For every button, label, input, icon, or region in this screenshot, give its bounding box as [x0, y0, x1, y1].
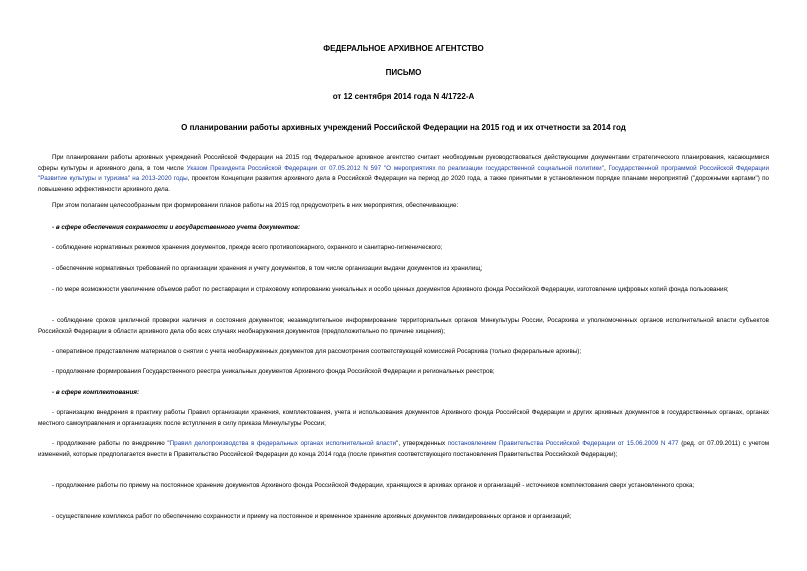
- list-item: - продолжение работы по приему на постоянное хранение документов Архивного фонда Российской Федерации, хранящихся в архивах органов и организаций - источников комплектования сверх установленного срока;: [52, 482, 695, 489]
- list-item-text-1: - продолжение работы по внедрению ": [52, 440, 170, 447]
- paragraph-intro-text-3: , проектом Концепции развития архивного дела в Российской Федерации на период до 2020 года, а также принятыми в установленном порядке планами мероприятий ("дорожными картами") по повышению эффективности архивного дела.: [38, 175, 769, 193]
- paragraph-intro-text-1: При планировании работы архивных учреждений Российской Федерации на 2015 год Федеральное архивное агентство считает необходимым руководствоваться действующими документами стратегического планирования, касающимися сферы культуры и архивного дела, в том числе: [38, 154, 769, 172]
- link-decree-597[interactable]: Указом Президента Российской Федерации от 07.05.2012 N 597 "О мероприятиях по реализации государственной социальной политики": [186, 164, 604, 172]
- date-number-heading: от 12 сентября 2014 года N 4/1722-А: [332, 92, 475, 101]
- agency-heading: ФЕДЕРАЛЬНОЕ АРХИВНОЕ АГЕНТСТВО: [323, 44, 484, 53]
- list-item: [38, 439, 769, 460]
- link-office-work-rules[interactable]: Правил делопроизводства в федеральных органах исполнительной власти: [169, 440, 397, 447]
- list-item: - продолжение формирования Государственного реестра уникальных документов Архивного фонда Российской Федерации и региональных реестров;: [52, 368, 495, 375]
- section-heading-acquisition: - в сфере комплектования:: [52, 389, 140, 396]
- list-item: - обеспечение нормативных требований по организации хранения и учету документов, в том числе организации выдачи документов из хранилищ;: [52, 265, 483, 272]
- document-type-heading: ПИСЬМО: [385, 68, 422, 77]
- list-item: - соблюдение нормативных режимов хранения документов, прежде всего противопожарного, охранного и санитарно-гигиенического;: [52, 244, 443, 251]
- section-heading-preservation: - в сфере обеспечения сохранности и государственного учета документов:: [52, 224, 301, 231]
- document-title: О планировании работы архивных учреждений Российской Федерации на 2015 год и их отчетности за 2014 год: [181, 123, 626, 132]
- list-item-text-3: (ред. от 07.09.2011) с учетом изменений, которые предполагается внести в Правительство Российской Федерации до конца 2014 года (после принятия соответствующего постановления Правительства Российской Федерации);: [38, 440, 770, 458]
- paragraph-plans: При этом полагаем целесообразным при формировании планов работы на 2015 год предусмотреть в них мероприятия, обеспечивающие:: [52, 202, 459, 209]
- list-item: - оперативное представление материалов о снятии с учета необнаруженных документов для рассмотрения соответствующей комиссией Росархива (только федеральные архивы);: [52, 348, 582, 355]
- list-item: - осуществление комплекса работ по обеспечению сохранности и приему на постоянное и временное хранение архивных документов ликвидированных органов и организаций;: [52, 513, 572, 520]
- list-item-text-2: ", утвержденных: [396, 440, 448, 447]
- list-item: - организацию внедрения в практику работы Правил организации хранения, комплектования, учета и использования документов Архивного фонда Российской Федерации и других архивных документов в государственных органах, органах местного самоуправления и организациях после вступления в силу приказа Минкультуры России;: [38, 409, 769, 427]
- paragraph-intro: [38, 153, 769, 195]
- link-state-program-culture[interactable]: Государственной программой Российской Федерации "Развитие культуры и туризма" на 2013-2020 годы: [38, 164, 770, 182]
- paragraph-intro-text-2: ,: [603, 164, 609, 172]
- list-item: - по мере возможности увеличение объемов работ по реставрации и страховому копированию уникальных и особо ценных документов Архивного фонда Российской Федерации, изготовление цифровых копий фонда пользования;: [52, 286, 729, 293]
- list-item: - соблюдение сроков цикличной проверки наличия и состояния документов; незамедлительное информирование территориальных органов Минкультуры России, Росархива и уполномоченных органов исполнительной власти субъектов Российской Федерации в области архивного дела обо всех случаях необнаружения документов (предположительно по причине хищения);: [38, 317, 769, 335]
- link-government-resolution-477[interactable]: постановлением Правительства Российской Федерации от 15.06.2009 N 477: [447, 440, 679, 447]
